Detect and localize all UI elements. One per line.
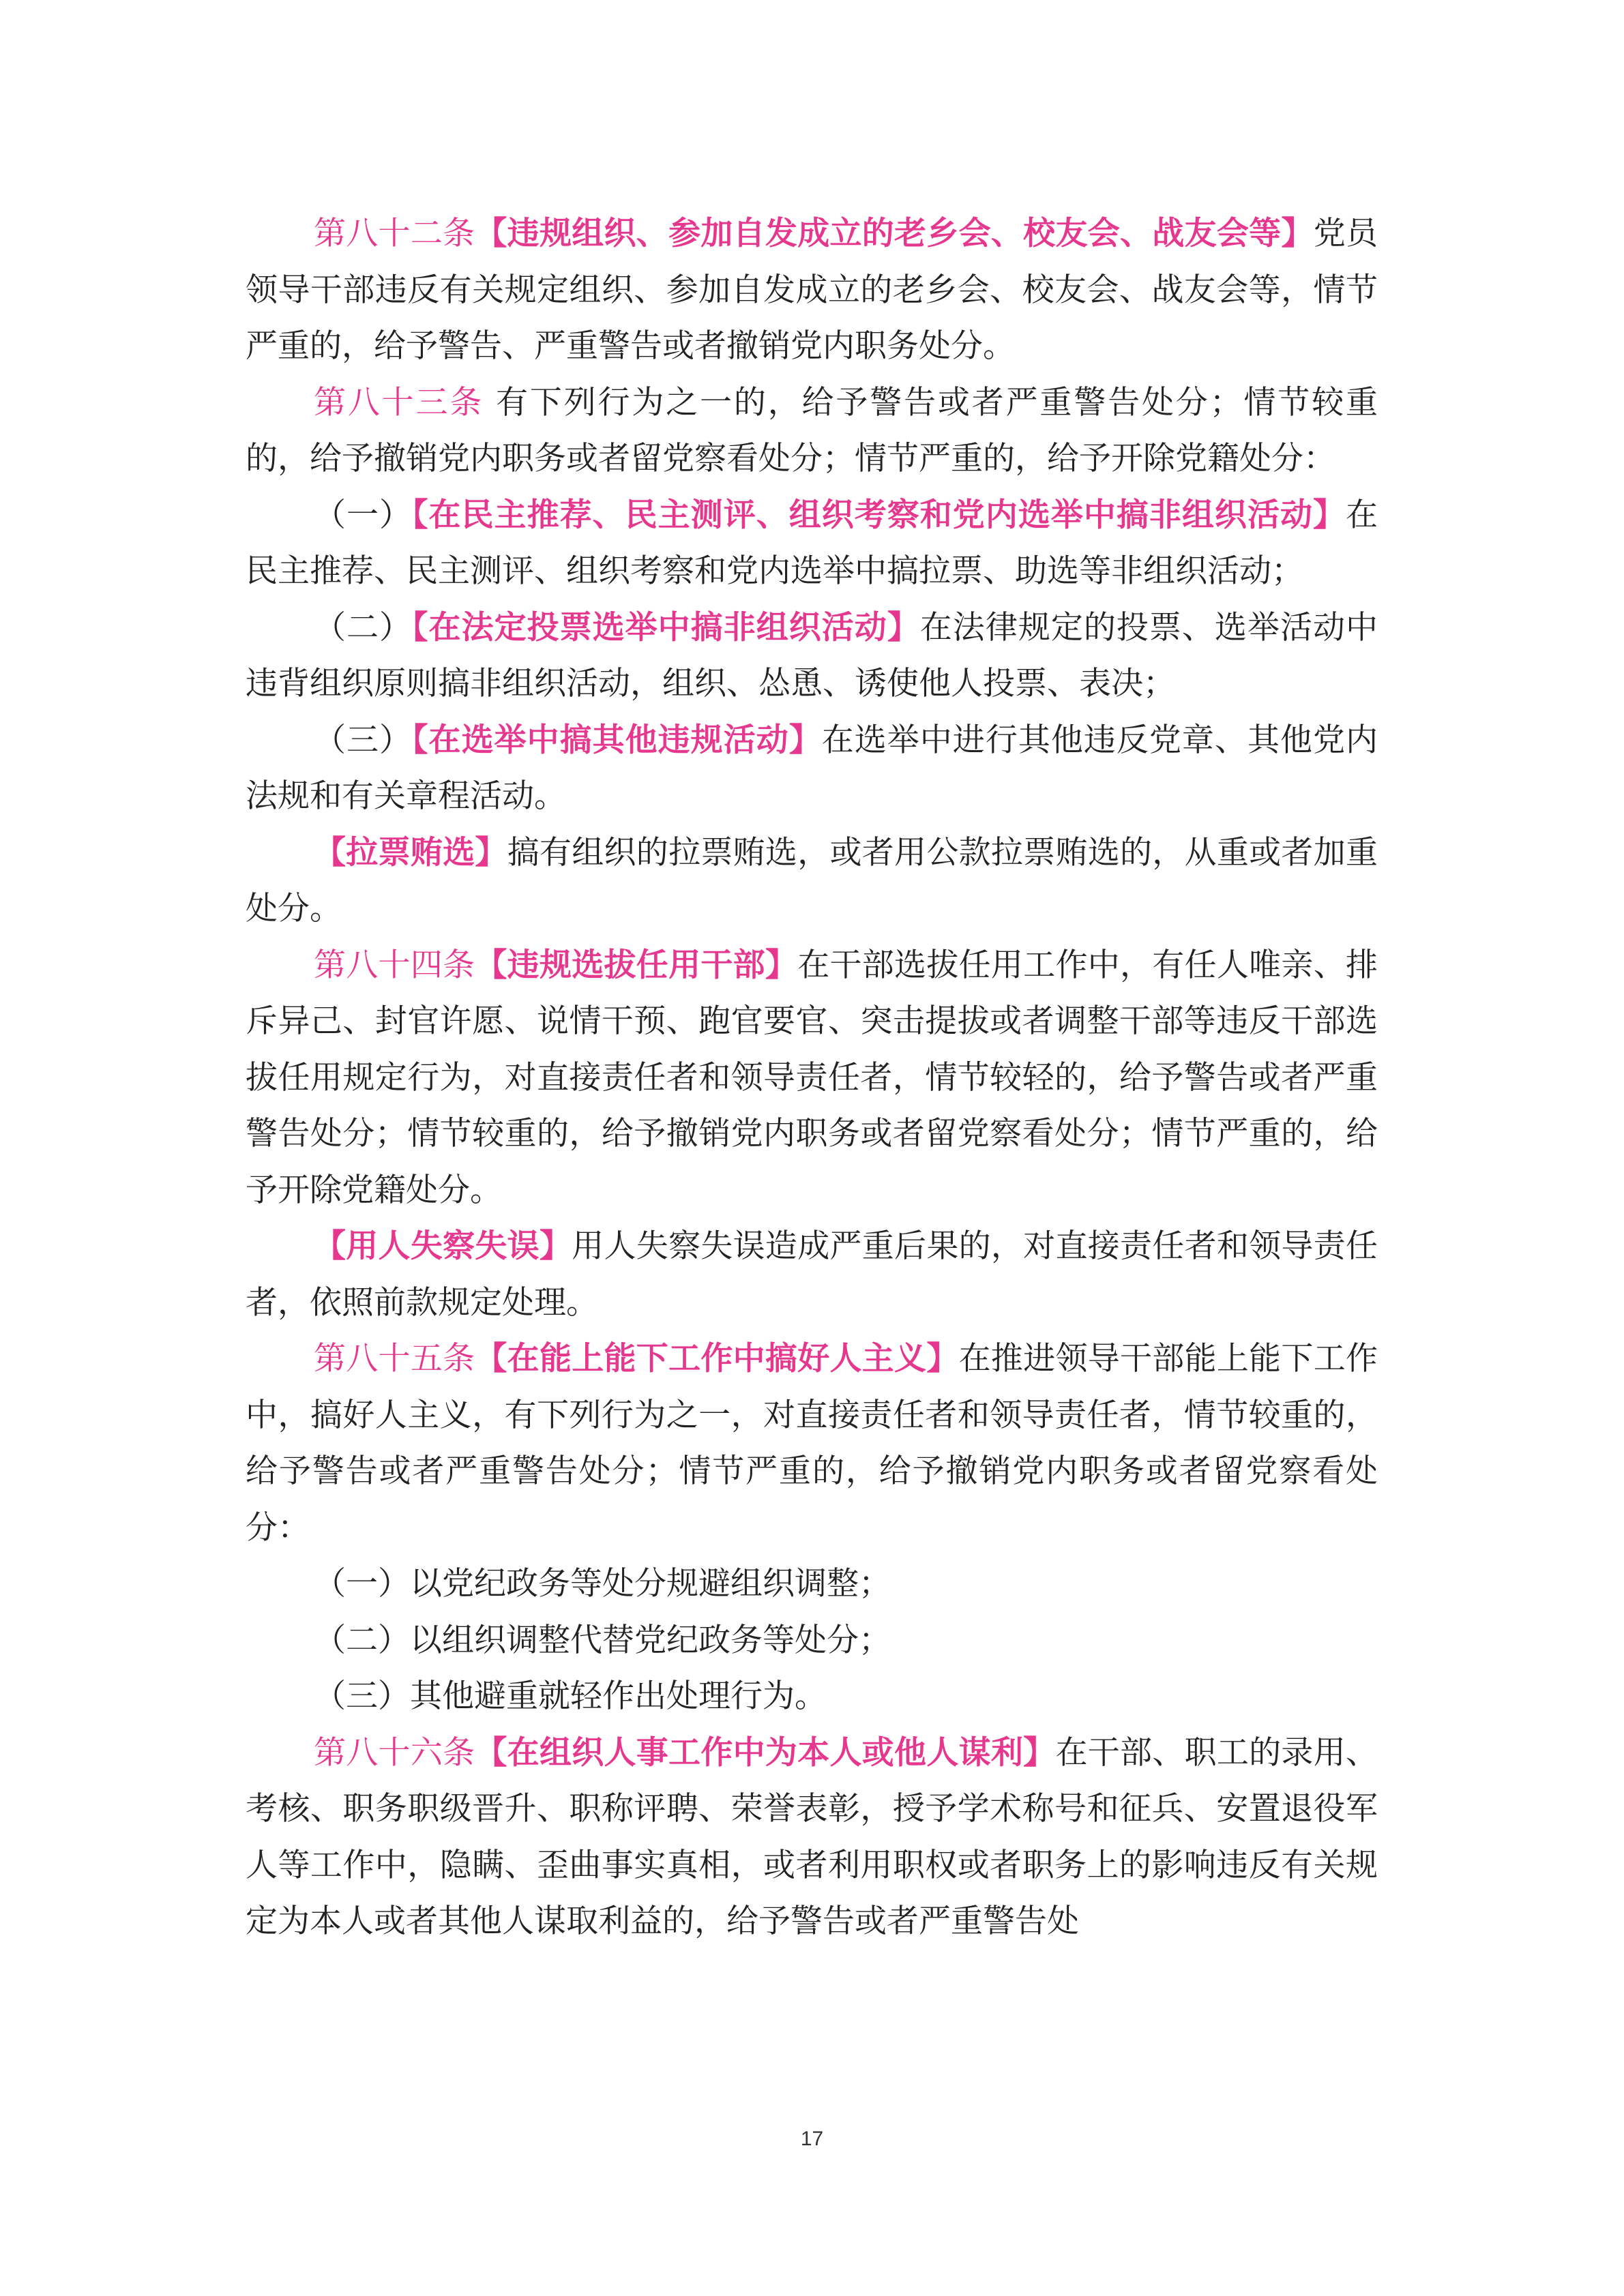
article-83: [246, 375, 1378, 488]
article-85-item-2: [246, 1613, 1378, 1669]
article-86: [246, 1725, 1378, 1950]
article-number: 第八十六条: [314, 1733, 475, 1772]
article-text: 在干部选拔任用工作中，有任人唯亲、排斥异己、封官许愿、说情干预、跑官要官、突击提拔或者调整干部等违反干部选拔任用规定行为，对直接责任者和领导责任者，情节较轻的，给予警告或者严重警告处分；情节较重的，给予撤销党内职务或者留党察看处分；情节严重的，给予开除党籍处分。: [246, 946, 1378, 1209]
item-text: 以党纪政务等处分规避组织调整；: [410, 1565, 891, 1602]
item-number: （一）: [314, 1565, 410, 1602]
item-number: （二）: [314, 608, 413, 646]
article-number: 第八十四条: [314, 946, 475, 984]
article-number: 第八十三条: [314, 383, 484, 421]
article-84-clause: [246, 1219, 1378, 1331]
item-text: 其他避重就轻作出处理行为。: [410, 1678, 827, 1715]
article-83-item-3: [246, 713, 1378, 825]
article-text: 党员领导干部违反有关规定组织、参加自发成立的老乡会、校友会、战友会等，情节严重的，给予警告、严重警告或者撤销党内职务处分。: [246, 215, 1378, 365]
clause-title: 【拉票贿选】: [314, 833, 507, 871]
item-text: 在选举中进行其他违反党章、其他党内法规和有关章程活动。: [246, 721, 1378, 815]
article-title: 【违规组织、参加自发成立的老乡会、校友会、战友会等】: [475, 215, 1314, 252]
article-title: 【在能上能下工作中搞好人主义】: [475, 1340, 959, 1377]
article-85: [246, 1331, 1378, 1556]
article-title: 【违规选拔任用干部】: [475, 946, 798, 984]
clause-title: 【用人失察失误】: [314, 1227, 572, 1265]
article-82: [246, 206, 1378, 375]
article-85-item-1: [246, 1556, 1378, 1613]
item-text: 在法律规定的投票、选举活动中违背组织原则搞非组织活动，组织、怂恿、诱使他人投票、表决；: [246, 608, 1378, 702]
item-title: 【在选举中搞其他违规活动】: [412, 721, 822, 759]
article-title: 【在组织人事工作中为本人或他人谋利】: [475, 1733, 1056, 1772]
item-title: 【在法定投票选举中搞非组织活动】: [412, 608, 920, 646]
article-85-item-3: [246, 1669, 1378, 1725]
item-title: 【在民主推荐、民主测评、组织考察和党内选举中搞非组织活动】: [412, 496, 1346, 534]
item-number: （三）: [314, 721, 413, 759]
item-text: 以组织调整代替党纪政务等处分；: [410, 1621, 891, 1659]
page-number: 17: [800, 2128, 824, 2150]
article-text: 在干部、职工的录用、考核、职务职级晋升、职称评聘、荣誉表彰，授予学术称号和征兵、安置退役军人等工作中，隐瞒、歪曲事实真相，或者利用职权或者职务上的影响违反有关规定为本人或者其他人谋取利益的，给予警告或者严重警告处: [246, 1733, 1378, 1940]
article-text: 在推进领导干部能上能下工作中，搞好人主义，有下列行为之一，对直接责任者和领导责任者，情节较重的，给予警告或者严重警告处分；情节严重的，给予撤销党内职务或者留党察看处分：: [246, 1340, 1378, 1547]
clause-text: 搞有组织的拉票贿选，或者用公款拉票贿选的，从重或者加重处分。: [246, 833, 1378, 927]
item-number: （二）: [314, 1621, 410, 1659]
item-text: 在民主推荐、民主测评、组织考察和党内选举中搞拉票、助选等非组织活动；: [246, 496, 1378, 590]
article-number: 第八十五条: [314, 1340, 475, 1377]
clause-text: 用人失察失误造成严重后果的，对直接责任者和领导责任者，依照前款规定处理。: [246, 1227, 1378, 1322]
article-83-item-2: [246, 600, 1378, 713]
article-83-vote-buying: [246, 825, 1378, 938]
body-text: [246, 206, 1378, 1950]
article-83-item-1: [246, 488, 1378, 600]
item-number: （一）: [314, 496, 413, 534]
article-number: 第八十二条: [314, 215, 475, 252]
article-text: 有下列行为之一的，给予警告或者严重警告处分；情节较重的，给予撤销党内职务或者留党察看处分；情节严重的，给予开除党籍处分：: [246, 383, 1378, 477]
item-number: （三）: [314, 1678, 410, 1715]
article-84: [246, 938, 1378, 1219]
